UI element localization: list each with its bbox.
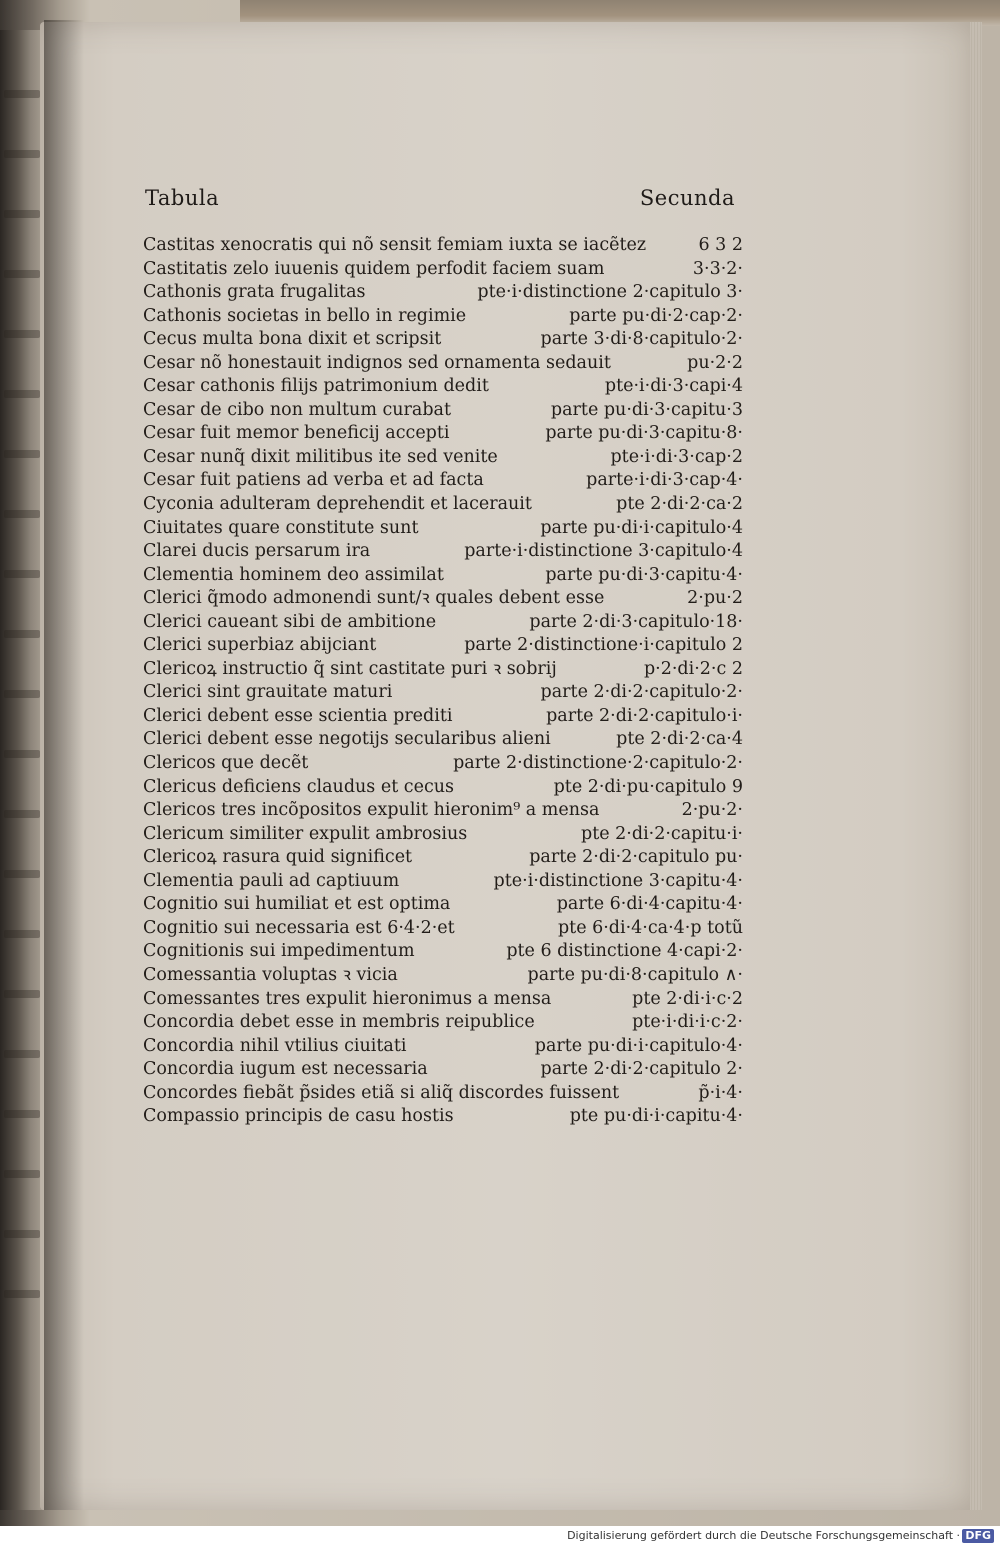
entry-reference: parte 2·di·3·capitulo·18· (529, 611, 743, 632)
entry-subject: Cesar de cibo non multum curabat (143, 399, 452, 420)
entry-reference: pte·i·distinctione 2·capitulo 3· (477, 282, 743, 303)
entry-reference: parte 6·di·4·capitu·4· (556, 894, 743, 915)
index-entry (143, 705, 743, 729)
facing-page-text-fragment (4, 810, 40, 818)
entry-reference: parte pu·di·3·capitu·4· (545, 564, 743, 585)
entry-subject: Clerici caueant sibi de ambitione (143, 611, 437, 632)
funding-notice: Digitalisierung gefördert durch die Deutsche Forschungsgemeinschaft · (567, 1529, 960, 1542)
index-entry (143, 399, 743, 423)
index-entry (143, 611, 743, 635)
entry-subject: Cognitionis sui impedimentum (143, 941, 415, 962)
entry-subject: Cesar nunq̃ dixit militibus ite sed venite (143, 446, 498, 467)
facing-page-text-fragment (4, 1050, 40, 1058)
entry-subject: Ciuitates quare constitute sunt (143, 517, 419, 538)
entry-reference: parte 2·di·2·capitulo·2· (540, 682, 743, 703)
entry-reference: parte pu·di·i·capitulo·4· (534, 1035, 743, 1056)
dfg-logo: DFG (962, 1529, 994, 1543)
entry-subject: Cathonis grata frugalitas (143, 282, 366, 303)
entry-reference: parte 3·di·8·capitulo·2· (540, 329, 743, 350)
entry-reference: pte 2·di·i·c·2 (632, 988, 743, 1009)
entry-subject: Clerici superbiaz abijciant (143, 635, 377, 656)
entry-reference: pte pu·di·i·capitu·4· (569, 1106, 743, 1127)
entry-subject: Clerici debent esse negotijs secularibus alieni (143, 729, 551, 750)
index-entry (143, 988, 743, 1012)
facing-page-text-fragment (4, 150, 40, 158)
entry-reference: pte·i·di·i·c·2· (632, 1012, 743, 1033)
entry-subject: Clericoꝝ rasura quid significet (143, 847, 413, 868)
entry-subject: Castitas xenocratis qui nõ sensit femiam iuxta se iacẽtez (143, 235, 647, 255)
facing-page-text-fragment (4, 1170, 40, 1178)
index-entry (143, 469, 743, 493)
entry-reference: parte 2·distinctione·2·capitulo·2· (453, 753, 743, 774)
index-entry (143, 964, 743, 988)
entry-subject: Clerici sint grauitate maturi (143, 682, 393, 703)
entry-subject: Cognitio sui humiliat et est optima (143, 894, 451, 915)
entry-reference: parte pu·di·i·capitulo·4 (540, 517, 743, 538)
entry-reference: 3·3·2· (692, 258, 743, 279)
entry-subject: Castitatis zelo iuuenis quidem perfodit faciem suam (143, 258, 605, 279)
index-entry (143, 917, 743, 941)
entry-subject: Cecus multa bona dixit et scripsit (143, 329, 442, 350)
index-entry (143, 681, 743, 705)
entry-subject: Cesar fuit patiens ad verba et ad facta (143, 470, 484, 491)
entry-subject: Comessantes tres expulit hieronimus a mensa (143, 988, 552, 1009)
entry-subject: Clericoꝝ instructio q̃ sint castitate puri ꝛ sobrij (143, 658, 557, 679)
entry-subject: Concordes fiebãt p̃sides etiã si aliq̃ discordes fuissent (143, 1082, 620, 1103)
entry-subject: Cathonis societas in bello in regimie (143, 305, 467, 326)
facing-page-text-fragment (4, 690, 40, 698)
entry-reference: p·2·di·2·c 2 (643, 658, 743, 679)
index-entry (143, 422, 743, 446)
index-entry (143, 1058, 743, 1082)
entry-reference: parte 2·di·2·capitulo·i· (546, 705, 743, 726)
entry-reference: parte pu·di·3·capitu·8· (545, 423, 743, 444)
entry-reference: pte 6·di·4·ca·4·p totũ (557, 917, 743, 938)
facing-page-text-fragment (4, 930, 40, 938)
facing-page-text-fragment (4, 870, 40, 878)
index-entry (143, 258, 743, 282)
entry-subject: Cesar fuit memor beneficij accepti (143, 423, 450, 444)
entry-reference: pte·i·di·3·cap·2 (610, 446, 743, 467)
entry-subject: Comessantia voluptas ꝛ vicia (143, 964, 398, 985)
index-entry (143, 540, 743, 564)
index-entry (143, 1035, 743, 1059)
index-entry (143, 846, 743, 870)
facing-page-text-fragment (4, 990, 40, 998)
entry-subject: Cesar nõ honestauit indignos sed ornamenta sedauit (143, 352, 611, 373)
entry-reference: parte 2·di·2·capitulo pu· (529, 847, 743, 868)
entry-subject: Cognitio sui necessaria est 6·4·2·et (143, 917, 455, 938)
entry-subject: Concordia iugum est necessaria (143, 1059, 428, 1080)
index-entry (143, 517, 743, 541)
facing-page-text-fragment (4, 450, 40, 458)
entry-subject: Clementia pauli ad captiuum (143, 870, 400, 891)
facing-page-text-fragment (4, 510, 40, 518)
digitization-footer (0, 1526, 1000, 1546)
entry-reference: pte 2·di·2·capitu·i· (581, 823, 743, 844)
entry-reference: parte·i·di·3·cap·4· (586, 470, 743, 491)
entry-subject: Cyconia adulteram deprehendit et lacerauit (143, 494, 532, 515)
entry-subject: Clericum similiter expulit ambrosius (143, 823, 468, 844)
index-entry (143, 799, 743, 823)
running-header (145, 186, 735, 216)
facing-page-text-fragment (4, 90, 40, 98)
index-entry (143, 446, 743, 470)
entry-reference: parte 2·distinctione·i·capitulo 2 (464, 635, 743, 656)
facing-page-text-fragment (4, 630, 40, 638)
facing-page-text-fragment (4, 1290, 40, 1298)
facing-page-edge (0, 30, 45, 1510)
index-entry (143, 752, 743, 776)
entry-reference: 2·pu·2· (681, 800, 743, 821)
index-entry (143, 564, 743, 588)
entry-reference: pte 2·di·2·ca·4 (616, 729, 743, 750)
index-entry (143, 870, 743, 894)
entry-subject: Clarei ducis persarum ira (143, 541, 371, 562)
index-entry (143, 940, 743, 964)
running-header-left: Tabula (145, 186, 220, 210)
index-entry (143, 893, 743, 917)
page-stack-edge (970, 22, 982, 1510)
entry-reference: pte·i·di·3·capi·4 (604, 376, 743, 397)
entry-reference: pte 6 distinctione 4·capi·2· (506, 941, 743, 962)
facing-page-text-fragment (4, 210, 40, 218)
entry-subject: Clericos tres incõpositos expulit hieronim⁹ a mensa (143, 800, 600, 821)
facing-page-text-fragment (4, 570, 40, 578)
entry-subject: Clementia hominem deo assimilat (143, 564, 444, 585)
index-entry-list (143, 234, 743, 1129)
facing-page-text-fragment (4, 270, 40, 278)
index-entry (143, 352, 743, 376)
index-entry (143, 587, 743, 611)
facing-page-text-fragment (4, 1110, 40, 1118)
entry-subject: Clericus deficiens claudus et cecus (143, 776, 455, 797)
index-entry (143, 728, 743, 752)
entry-reference: pte·i·distinctione 3·capitu·4· (493, 870, 743, 891)
entry-reference: 6 3 2 (698, 235, 743, 255)
entry-subject: Cesar cathonis filijs patrimonium dedit (143, 376, 489, 397)
entry-reference: pu·2·2 (687, 352, 743, 373)
entry-subject: Clerici q̃modo admonendi sunt/ꝛ quales debent esse (143, 588, 605, 609)
entry-subject: Clericos que decẽt (143, 753, 309, 774)
binding-shadow (44, 20, 84, 1510)
facing-page-text-fragment (4, 330, 40, 338)
index-entry (143, 305, 743, 329)
running-header-right: Secunda (639, 186, 735, 210)
entry-reference: parte·i·distinctione 3·capitulo·4 (464, 541, 743, 562)
facing-page-text-fragment (4, 390, 40, 398)
entry-reference: 2·pu·2 (687, 588, 743, 609)
facing-page-text-fragment (4, 1230, 40, 1238)
entry-reference: pte 2·di·2·ca·2 (616, 494, 743, 515)
index-entry (143, 328, 743, 352)
index-entry (143, 1011, 743, 1035)
index-entry (143, 234, 743, 258)
entry-subject: Concordia nihil vtilius ciuitati (143, 1035, 407, 1056)
entry-reference: p̃·i·4· (698, 1082, 743, 1103)
index-entry (143, 634, 743, 658)
entry-reference: parte 2·di·2·capitulo 2· (540, 1059, 743, 1080)
index-entry (143, 493, 743, 517)
entry-subject: Clerici debent esse scientia prediti (143, 705, 453, 726)
entry-subject: Compassio principis de casu hostis (143, 1106, 454, 1127)
index-entry (143, 281, 743, 305)
facing-page-text-fragment (4, 750, 40, 758)
index-entry (143, 1082, 743, 1106)
entry-reference: parte pu·di·3·capitu·3 (550, 399, 743, 420)
index-entry (143, 658, 743, 682)
entry-reference: parte pu·di·8·capitulo ∧· (527, 964, 743, 985)
entry-reference: parte pu·di·2·cap·2· (569, 305, 743, 326)
index-entry (143, 375, 743, 399)
entry-reference: pte 2·di·pu·capitulo 9 (553, 776, 743, 797)
index-entry (143, 776, 743, 800)
index-entry (143, 823, 743, 847)
entry-subject: Concordia debet esse in membris reipublice (143, 1012, 535, 1033)
index-entry (143, 1105, 743, 1129)
